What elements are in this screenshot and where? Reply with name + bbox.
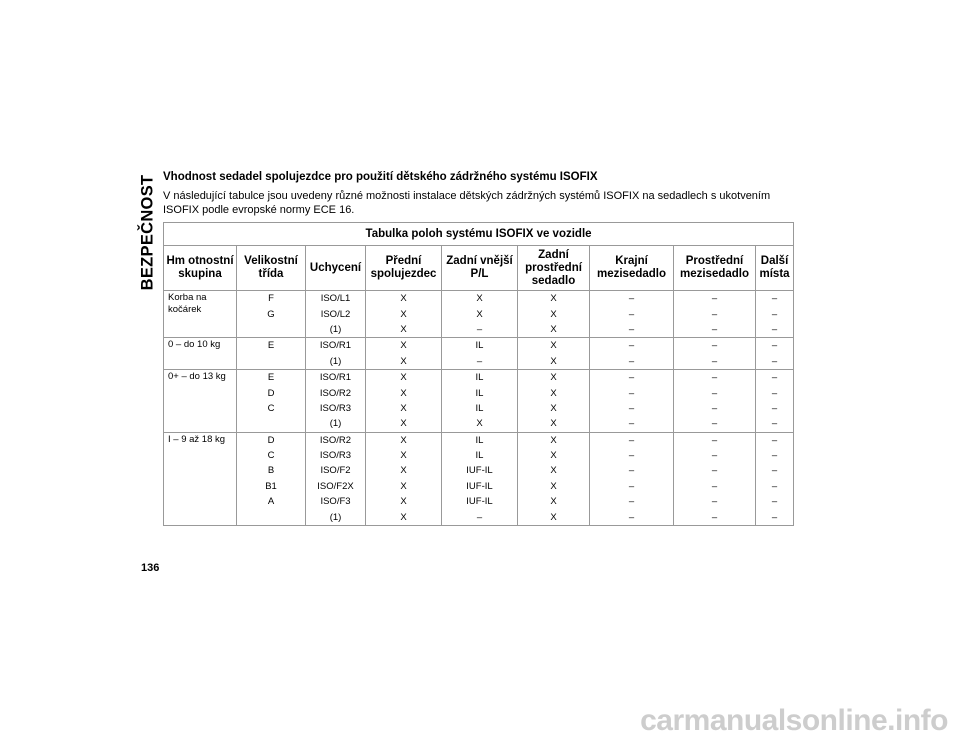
table-cell: X: [518, 432, 590, 448]
table-cell: X: [366, 448, 442, 463]
table-cell: –: [674, 306, 756, 321]
table-cell: B: [237, 463, 306, 478]
table-cell: –: [756, 401, 794, 416]
table-cell: –: [590, 416, 674, 432]
table-cell: (1): [306, 416, 366, 432]
table-cell: G: [237, 306, 306, 321]
table-cell: X: [518, 322, 590, 338]
page-number: 136: [141, 562, 160, 574]
table-header-row: [164, 246, 794, 291]
table-cell: –: [590, 322, 674, 338]
table-cell: ISO/R1: [306, 338, 366, 354]
table-cell: –: [674, 509, 756, 525]
table-cell: ISO/F2: [306, 463, 366, 478]
table-cell: [237, 416, 306, 432]
table-cell: IL: [442, 401, 518, 416]
table-row: [164, 385, 794, 400]
table-cell: (1): [306, 354, 366, 370]
table-cell: B1: [237, 479, 306, 494]
table-cell: C: [237, 448, 306, 463]
table-cell: X: [366, 322, 442, 338]
table-cell: –: [674, 291, 756, 307]
table-cell: X: [366, 432, 442, 448]
table-cell: X: [518, 306, 590, 321]
table-cell: –: [590, 401, 674, 416]
table-cell: –: [442, 354, 518, 370]
table-row: [164, 509, 794, 525]
col-header: Velikostní třída: [237, 246, 306, 291]
table-row: [164, 463, 794, 478]
table-cell: –: [590, 338, 674, 354]
table-cell: –: [756, 463, 794, 478]
table-cell: X: [366, 494, 442, 509]
table-cell: –: [756, 509, 794, 525]
watermark: carmanualsonline.info: [640, 704, 948, 737]
table-cell: IL: [442, 369, 518, 385]
table-cell: X: [366, 401, 442, 416]
table-cell: (1): [306, 509, 366, 525]
table-cell: –: [674, 416, 756, 432]
table-cell: X: [366, 369, 442, 385]
col-header: Prostřední mezisedadlo: [674, 246, 756, 291]
table-cell: –: [756, 432, 794, 448]
table-cell: X: [366, 385, 442, 400]
table-cell: X: [366, 509, 442, 525]
table-cell: –: [590, 432, 674, 448]
table-cell: ISO/F2X: [306, 479, 366, 494]
table-cell: [237, 322, 306, 338]
table-cell: –: [674, 463, 756, 478]
table-cell: ISO/R2: [306, 432, 366, 448]
table-cell: X: [518, 291, 590, 307]
table-cell: ISO/R2: [306, 385, 366, 400]
table-cell: –: [756, 479, 794, 494]
table-cell: –: [674, 369, 756, 385]
table-cell: X: [442, 291, 518, 307]
table-cell: –: [756, 322, 794, 338]
table-cell: IL: [442, 432, 518, 448]
table-cell: F: [237, 291, 306, 307]
table-cell: –: [756, 416, 794, 432]
table-cell: X: [518, 416, 590, 432]
table-row: [164, 416, 794, 432]
table-row: [164, 291, 794, 307]
table-cell: –: [590, 479, 674, 494]
table-cell: X: [442, 306, 518, 321]
table-cell: X: [518, 401, 590, 416]
table-cell: X: [518, 509, 590, 525]
section-heading: Vhodnost sedadel spolujezdce pro použití dětského zádržného systému ISOFIX: [163, 171, 598, 183]
table-cell: IUF-IL: [442, 479, 518, 494]
table-cell: –: [442, 509, 518, 525]
table-cell: –: [756, 494, 794, 509]
isofix-table: [163, 222, 794, 526]
table-row: [164, 432, 794, 448]
table-cell: X: [366, 306, 442, 321]
table-cell: –: [590, 291, 674, 307]
intro-paragraph: V následující tabulce jsou uvedeny různé možnosti instalace dětských zádržných systémů ISOFIX na sedadlech s ukotvením ISOFIX podle evropské normy ECE 16.: [163, 190, 771, 216]
col-header: Uchycení: [306, 246, 366, 291]
table-cell: IL: [442, 448, 518, 463]
table-row: [164, 401, 794, 416]
table-cell: X: [366, 354, 442, 370]
table-caption: Tabulka poloh systému ISOFIX ve vozidle: [164, 223, 794, 246]
table-cell: –: [590, 494, 674, 509]
table-cell: IUF-IL: [442, 463, 518, 478]
table-cell: ISO/L1: [306, 291, 366, 307]
table-cell: –: [590, 448, 674, 463]
table-cell: IL: [442, 338, 518, 354]
table-cell: X: [518, 463, 590, 478]
table-cell: –: [756, 354, 794, 370]
table-cell: X: [366, 291, 442, 307]
table-cell: X: [442, 416, 518, 432]
table-cell: –: [590, 354, 674, 370]
table-cell: –: [756, 306, 794, 321]
col-header: Přední spolujezdec: [366, 246, 442, 291]
weight-group-cell: I – 9 až 18 kg: [164, 432, 237, 525]
table-row: [164, 479, 794, 494]
table-cell: X: [366, 416, 442, 432]
table-cell: [237, 509, 306, 525]
table-cell: ISO/R3: [306, 401, 366, 416]
section-tab: [137, 176, 159, 288]
table-cell: D: [237, 385, 306, 400]
col-header: Zadní vnější P/L: [442, 246, 518, 291]
table-cell: (1): [306, 322, 366, 338]
table-cell: E: [237, 369, 306, 385]
table-cell: ISO/F3: [306, 494, 366, 509]
weight-group-cell: 0+ – do 13 kg: [164, 369, 237, 432]
table-cell: –: [674, 322, 756, 338]
table-cell: –: [674, 354, 756, 370]
table-cell: ISO/L2: [306, 306, 366, 321]
table-cell: –: [590, 509, 674, 525]
table-cell: X: [518, 479, 590, 494]
table-cell: –: [590, 306, 674, 321]
table-cell: X: [366, 338, 442, 354]
table-cell: X: [518, 448, 590, 463]
table-cell: ISO/R1: [306, 369, 366, 385]
table-cell: X: [518, 494, 590, 509]
table-cell: IUF-IL: [442, 494, 518, 509]
table-cell: –: [756, 369, 794, 385]
table-row: [164, 338, 794, 354]
table-row: [164, 369, 794, 385]
table-cell: X: [518, 354, 590, 370]
table-cell: –: [590, 385, 674, 400]
table-cell: –: [674, 448, 756, 463]
table-row: [164, 322, 794, 338]
table-cell: E: [237, 338, 306, 354]
table-cell: D: [237, 432, 306, 448]
col-header: Zadní prostřední sedadlo: [518, 246, 590, 291]
table-cell: A: [237, 494, 306, 509]
table-row: [164, 494, 794, 509]
weight-group-cell: 0 – do 10 kg: [164, 338, 237, 370]
table-cell: X: [366, 463, 442, 478]
table-cell: –: [756, 448, 794, 463]
table-cell: X: [518, 369, 590, 385]
table-cell: –: [590, 463, 674, 478]
table-cell: IL: [442, 385, 518, 400]
col-header: Další místa: [756, 246, 794, 291]
table-cell: –: [590, 369, 674, 385]
table-row: [164, 354, 794, 370]
table-cell: X: [518, 338, 590, 354]
weight-group-cell: Korba na kočárek: [164, 291, 237, 338]
table-cell: X: [366, 479, 442, 494]
table-cell: ISO/R3: [306, 448, 366, 463]
col-header: Krajní mezisedadlo: [590, 246, 674, 291]
table-cell: C: [237, 401, 306, 416]
table-cell: –: [756, 338, 794, 354]
table-row: [164, 306, 794, 321]
table-cell: –: [674, 338, 756, 354]
table-row: [164, 448, 794, 463]
col-header: Hm otnostní skupina: [164, 246, 237, 291]
table-cell: –: [674, 479, 756, 494]
table-cell: –: [674, 385, 756, 400]
section-tab-label: BEZPEČNOST: [138, 174, 157, 290]
table-cell: –: [756, 385, 794, 400]
table-cell: –: [674, 401, 756, 416]
table-cell: X: [518, 385, 590, 400]
table-cell: –: [674, 432, 756, 448]
table-cell: –: [674, 494, 756, 509]
table-cell: [237, 354, 306, 370]
table-cell: –: [756, 291, 794, 307]
table-cell: –: [442, 322, 518, 338]
